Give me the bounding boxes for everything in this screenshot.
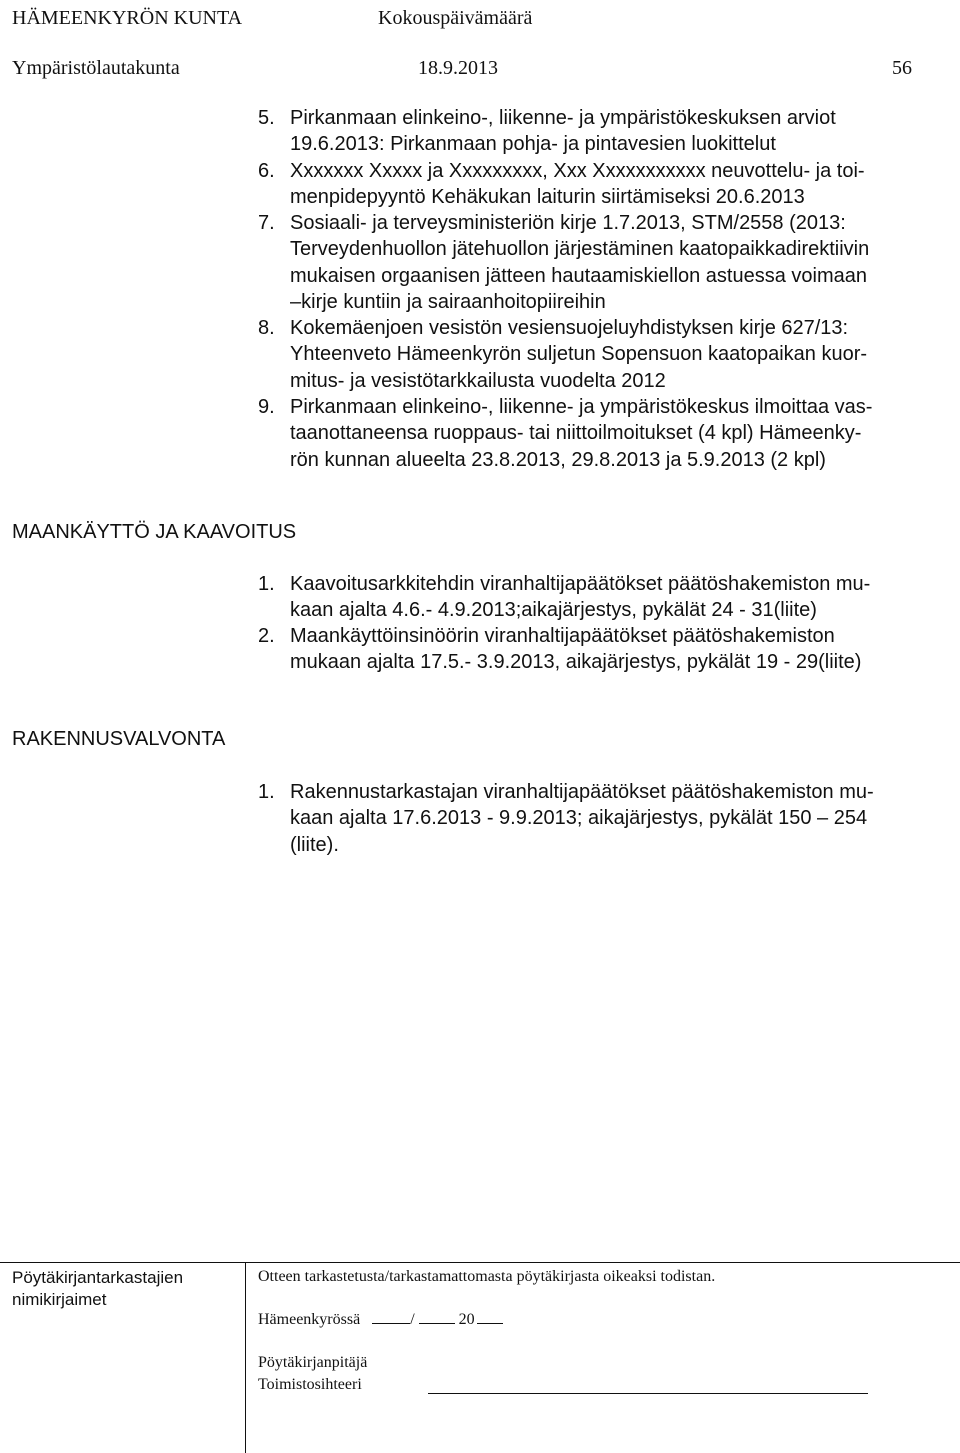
place-date-line xyxy=(258,1309,503,1330)
org-name: HÄMEENKYRÖN KUNTA xyxy=(12,7,243,29)
item-line: kaan ajalta 4.6.- 4.9.2013;aikajärjestys, pykälät 24 - 31(liite) xyxy=(290,599,817,622)
date-slash: / xyxy=(410,1311,415,1328)
item-line: Sosiaali- ja terveysministeriön kirje 1.7.2013, STM/2558 (2013: xyxy=(290,212,846,234)
item-line: Pirkanmaan elinkeino-, liikenne- ja ympäristökeskuksen arviot xyxy=(290,107,836,129)
section-heading-land-use: MAANKÄYTTÖ JA KAAVOITUS xyxy=(12,521,297,543)
item-number: 6. xyxy=(258,160,275,182)
page-footer xyxy=(0,1262,960,1453)
item-line: Kaavoitusarkkitehdin viranhaltijapäätökset päätöshakemiston mu- xyxy=(290,573,871,595)
item-line: Rakennustarkastajan viranhaltijapäätökset päätöshakemiston mu- xyxy=(290,781,874,803)
page-number: 56 xyxy=(892,57,912,79)
item-line: kaan ajalta 17.6.2013 - 9.9.2013; aikajärjestys, pykälät 150 – 254 xyxy=(290,807,868,830)
item-line: Terveydenhuollon jätehuollon järjestäminen kaatopaikkadirektiivin xyxy=(290,238,870,261)
item-number: 5. xyxy=(258,107,275,129)
item-line: Xxxxxxx Xxxxx ja Xxxxxxxxx, Xxx Xxxxxxxxxxx neuvottelu- ja toi- xyxy=(290,160,865,182)
year-blank xyxy=(477,1309,503,1324)
signers-label: Pöytäkirjantarkastajien xyxy=(12,1268,184,1287)
board-name: Ympäristölautakunta xyxy=(12,57,180,79)
item-line: taanottaneensa ruoppaus- tai niittoilmoitukset (4 kpl) Hämeenky- xyxy=(290,422,862,445)
doc-type: Kokouspäivämäärä xyxy=(378,7,533,29)
month-blank xyxy=(419,1309,455,1324)
keeper-label: Pöytäkirjanpitäjä xyxy=(258,1354,368,1371)
item-line: Kokemäenjoen vesistön vesiensuojeluyhdistyksen kirje 627/13: xyxy=(290,317,849,339)
item-line: menpidepyyntö Kehäkukan laiturin siirtämiseksi 20.6.2013 xyxy=(290,186,805,209)
item-line: Maankäyttöinsinöörin viranhaltijapäätökset päätöshakemiston xyxy=(290,625,835,647)
item-line: (liite). xyxy=(290,833,339,856)
footer-divider xyxy=(245,1263,246,1453)
item-number: 2. xyxy=(258,625,275,647)
item-number: 1. xyxy=(258,573,275,595)
day-blank xyxy=(372,1309,410,1324)
signers-initials-box xyxy=(12,1267,183,1311)
keeper-title: Toimistosihteeri xyxy=(258,1376,362,1393)
item-number: 9. xyxy=(258,396,275,418)
section-heading-building-control: RAKENNUSVALVONTA xyxy=(12,728,226,750)
item-line: mukaisen orgaanisen jätteen hautaamiskiellon astuessa voimaan xyxy=(290,264,868,287)
place-name: Hämeenkyrössä xyxy=(258,1311,361,1328)
item-line: 19.6.2013: Pirkanmaan pohja- ja pintavesien luokittelut xyxy=(290,133,776,156)
item-line: mukaan ajalta 17.5.- 3.9.2013, aikajärjestys, pykälät 19 - 29(liite) xyxy=(290,651,862,674)
signers-label: nimikirjaimet xyxy=(12,1290,107,1309)
item-line: Pirkanmaan elinkeino-, liikenne- ja ympäristökeskus ilmoittaa vas- xyxy=(290,396,873,418)
item-number: 1. xyxy=(258,781,275,803)
item-number: 7. xyxy=(258,212,275,234)
item-line: Yhteenveto Hämeenkyrön suljetun Sopensuon kaatopaikan kuor- xyxy=(290,343,868,366)
signature-line xyxy=(428,1393,868,1394)
meeting-date: 18.9.2013 xyxy=(418,57,498,79)
item-line: rön kunnan alueelta 23.8.2013, 29.8.2013 ja 5.9.2013 (2 kpl) xyxy=(290,448,826,471)
certification-text: Otteen tarkastetusta/tarkastamattomasta pöytäkirjasta oikeaksi todistan. xyxy=(258,1268,716,1285)
item-number: 8. xyxy=(258,317,275,339)
item-line: mitus- ja vesistötarkkailusta vuodelta 2012 xyxy=(290,369,666,392)
item-line: –kirje kuntiin ja sairaanhoitopiireihin xyxy=(290,290,606,313)
year-prefix: 20 xyxy=(458,1311,475,1328)
